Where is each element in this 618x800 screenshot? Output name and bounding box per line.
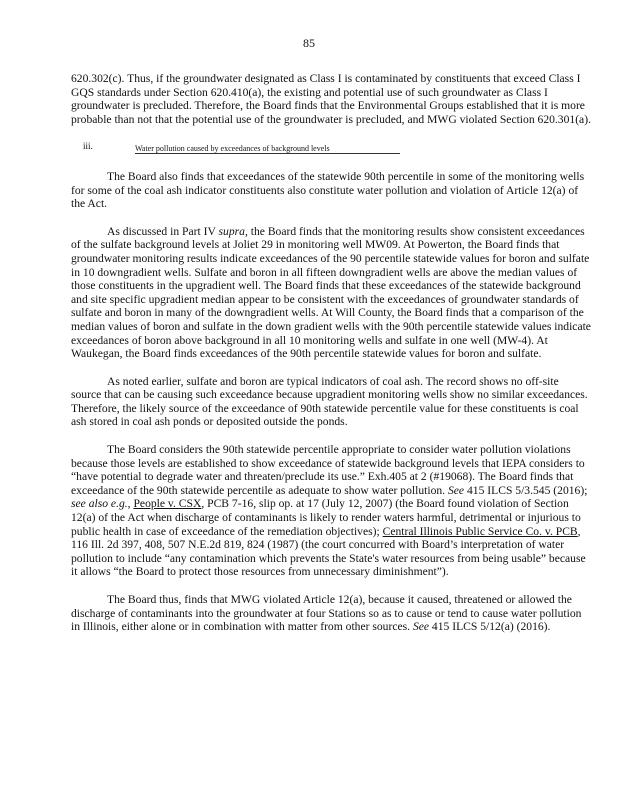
- paragraph-5: [71, 443, 591, 579]
- section-heading-numeral: iii.: [83, 141, 93, 152]
- paragraph-5-text-b: 415 ILCS 5/3.545 (2016);: [464, 483, 588, 497]
- paragraph-6-see: See: [412, 620, 430, 634]
- paragraph-3: [71, 225, 591, 361]
- paragraph-5-text-c: ,: [127, 497, 134, 511]
- paragraph-2: The Board also finds that exceedances of the statewide 90th percentile in some of the monitoring wells for some of the coal ash indicator constituents also constitute water pollution and violation of Article 12(a) of the Act.: [71, 169, 585, 211]
- paragraph-5-text-d: , PCB 7-16, slip op. at 17 (July 12, 2007) (the Board found violation of Section 12(a) of the Act when discharge of contaminants is likely to render waters harmful, detrimental or injurious to public health in case of exceedance of the remediation objectives);: [71, 497, 581, 538]
- document-body: [71, 72, 591, 648]
- paragraph-5-see-also: see also e.g.: [71, 497, 128, 511]
- case-citation-central-illinois: Central Illinois Public Service Co. v. PCB: [382, 524, 578, 538]
- section-heading-text: Water pollution caused by exceedances of background levels: [135, 144, 400, 154]
- paragraph-1: 620.302(c). Thus, if the groundwater designated as Class I is contaminated by constituents that exceed Class I GQS standards under Section 620.410(a), the existing and potential use of such groundwater as Class I groundwater is precluded. Therefore, the Board finds that the Environmental Groups established that it is more probable than not that the potential use of the groundwater is precluded, and MWG violated Section 620.301(a).: [71, 72, 591, 126]
- case-citation-people-v-csx: People v. CSX: [133, 497, 202, 511]
- paragraph-4: As noted earlier, sulfate and boron are typical indicators of coal ash. The record shows no off-site source that can be causing such exceedance because upgradient monitoring wells show no similar exceedances. Therefore, the likely source of the exceedance of 90th statewide percentile value for these constituents is coal ash stored in coal ash ponds or deposited outside the ponds.: [71, 374, 588, 429]
- paragraph-6-text-b: 415 ILCS 5/12(a) (2016).: [429, 620, 551, 634]
- paragraph-3-supra: supra: [218, 224, 245, 238]
- paragraph-5-see: See: [447, 483, 465, 497]
- page-number: 85: [303, 36, 315, 50]
- section-heading: [71, 140, 591, 154]
- paragraph-6-text-a: The Board thus, finds that MWG violated Article 12(a), because it caused, threatened or allowed the discharge of contaminants into the groundwater at four Stations so as to cause or tend to cause water pollution in Illinois, either alone or in combination with matter from other sources.: [71, 593, 582, 634]
- paragraph-5-text-a: The Board considers the 90th statewide percentile appropriate to consider water pollution violations because those levels are established to show exceedance of statewide background levels that IEPA considers to “have potential to degrade water and threaten/preclude its use.” Exh.405 at 2 (#19068). The Board finds that exceedance of the 90th statewide percentile as adequate to show water pollution.: [71, 443, 585, 497]
- paragraph-6: [71, 593, 591, 634]
- paragraph-3-text-b: , the Board finds that the monitoring results show consistent exceedances of the sulfate background levels at Joliet 29 in monitoring well MW09. At Powerton, the Board finds that groundwater monitoring results indicate exceedances of the 90 percentile statewide values for boron and sulfate in 10 downgradient wells. Sulfate and boron in all fifteen downgradient wells are above the median values of those constituents in the upgradient well. The Board finds that these exceedances of the statewide background and site specific upgradient median appear to be consistent with the exceedances of groundwater standards of sulfate and boron in many of the downgradient wells. At Will County, the Board finds that a comparison of the median values of boron and sulfate in the down gradient wells with the 90th percentile statewide values indicate exceedances of boron above background in all 10 monitoring wells and sulfate in one well (MW-4). At Waukegan, the Board finds exceedances of the 90th percentile statewide values for boron and sulfate.: [71, 224, 591, 361]
- paragraph-5-text-e: , 116 Ill. 2d 397, 408, 507 N.E.2d 819, 824 (1987) (the court concurred with Board’s interpretation of water pollution to include “any contamination which prevents the State's water resources from being usable” because it allows “the Board to protect those resources from unnecessary diminishment”).: [71, 524, 586, 579]
- paragraph-3-text-a: As discussed in Part IV: [107, 224, 219, 238]
